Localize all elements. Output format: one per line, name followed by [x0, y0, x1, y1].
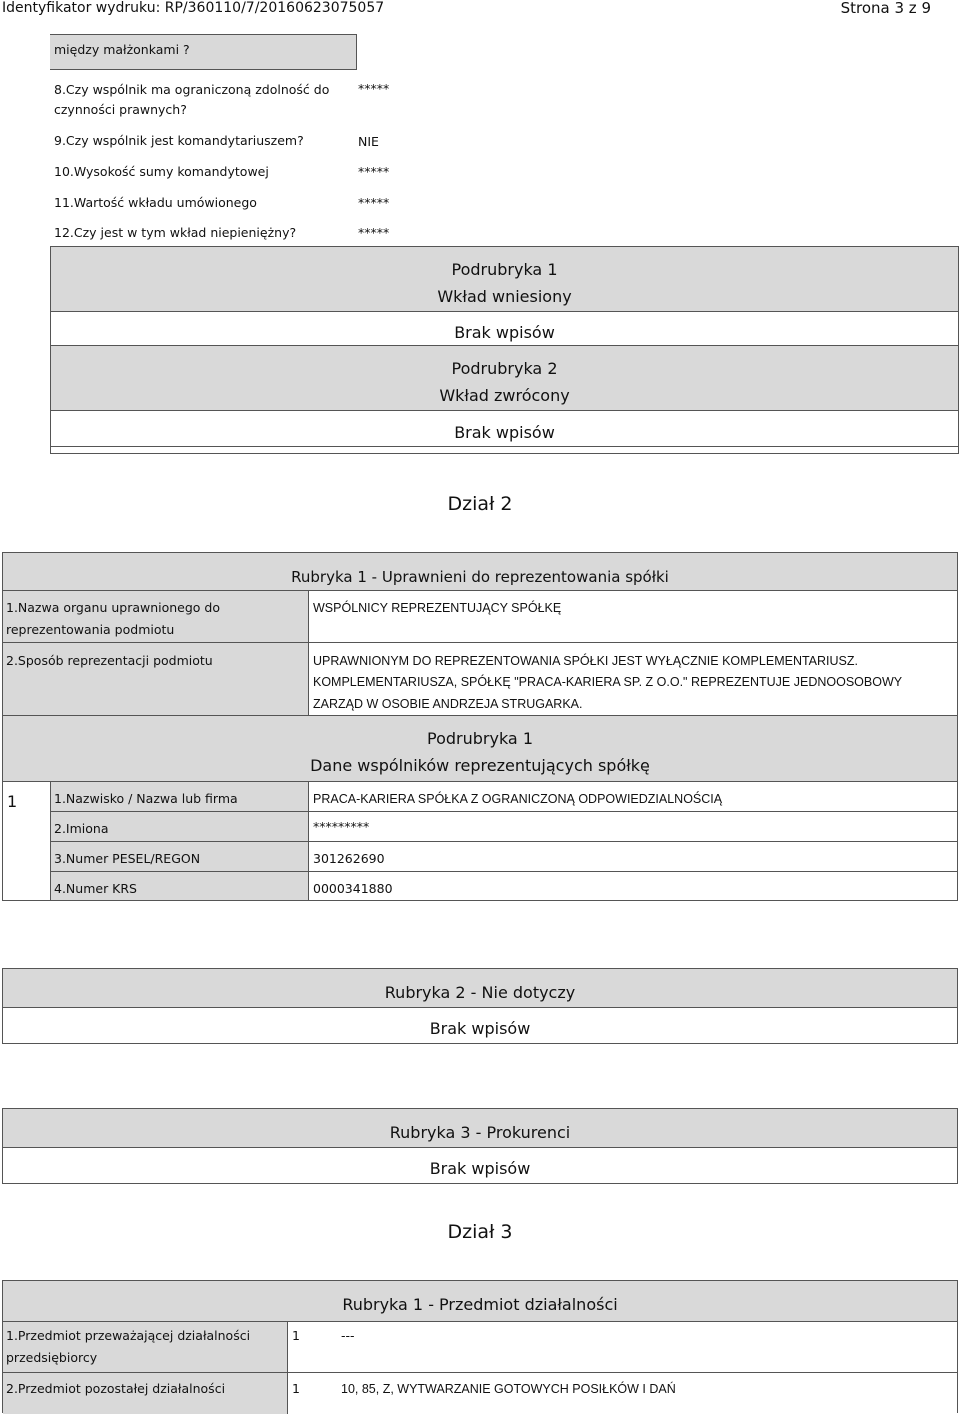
partner-field-label: 12.Czy jest w tym wkład niepieniężny? [54, 225, 297, 240]
field-label: 2.Imiona [54, 821, 109, 836]
rubryka-1-table [2, 552, 958, 901]
divider [308, 643, 309, 715]
subsection-title: Podrubryka 1 [427, 729, 533, 748]
divider [50, 34, 356, 35]
rubryka-title: Rubryka 2 - Nie dotyczy [384, 983, 576, 1002]
divider [50, 69, 356, 70]
field-label: 1.Przedmiot przeważającej działalności [6, 1328, 251, 1343]
subsection-subtitle: Wkład zwrócony [439, 386, 570, 405]
partner-field-value: NIE [358, 134, 379, 149]
field-label: 1.Nazwa organu uprawnionego do [6, 600, 221, 615]
subsection-subtitle: Wkład wniesiony [437, 287, 572, 306]
partner-field-label: 11.Wartość wkładu umówionego [54, 195, 257, 210]
partner-field-label: 9.Czy wspólnik jest komandytariuszem? [54, 133, 304, 148]
subsection-title: Podrubryka 1 [451, 260, 558, 279]
subsection-header [51, 247, 958, 311]
rubryka-header [3, 969, 957, 1007]
rubryka-header [3, 553, 957, 590]
field-value: UPRAWNIONYM DO REPREZENTOWANIA SPÓŁKI JEST WYŁĄCZNIE KOMPLEMENTARIUSZ. [313, 654, 858, 668]
divider [51, 410, 958, 411]
divider [51, 811, 957, 812]
field-label: 4.Numer KRS [54, 881, 137, 896]
field-label: 3.Numer PESEL/REGON [54, 851, 201, 866]
rubryka-2-table [2, 968, 958, 1044]
partner-field-value: ***** [358, 195, 390, 210]
field-value: KOMPLEMENTARIUSZA, SPÓŁKĘ "PRACA-KARIERA SP. Z O.O." REPREZENTUJE JEDNOOSOBOWY [313, 675, 903, 689]
partner-field-label: czynności prawnych? [54, 102, 187, 117]
field-value: 10, 85, Z, WYTWARZANIE GOTOWYCH POSIŁKÓW I DAŃ [341, 1382, 676, 1396]
subsection-group [50, 246, 959, 454]
section-title-dzial-2: Dział 2 [447, 493, 513, 515]
field-label: reprezentowania podmiotu [6, 622, 175, 637]
divider [51, 446, 958, 447]
divider [3, 1007, 957, 1008]
section-title-dzial-3: Dział 3 [447, 1221, 513, 1243]
empty-entries-text: Brak wpisów [429, 1019, 531, 1038]
field-value: ********* [313, 819, 370, 834]
partner-field-label: 8.Czy wspólnik ma ograniczoną zdolność do [54, 82, 330, 97]
divider [3, 1147, 957, 1148]
subsection-header [3, 716, 957, 781]
field-label: 2.Sposób reprezentacji podmiotu [6, 653, 213, 668]
subsection-subtitle: Dane wspólników reprezentujących spółkę [310, 756, 650, 775]
field-value: PRACA-KARIERA SPÓŁKA Z OGRANICZONĄ ODPOWIEDZIALNOŚCIĄ [313, 792, 723, 806]
rubryka-header [3, 1109, 957, 1147]
partner-field-label: między małżonkami ? [54, 42, 190, 57]
subsection-title: Podrubryka 2 [451, 359, 558, 378]
partner-field-value: ***** [358, 81, 390, 96]
partner-field-value: ***** [358, 225, 390, 240]
field-label: przedsiębiorcy [6, 1350, 98, 1365]
divider [51, 841, 957, 842]
field-label: 2.Przedmiot pozostałej działalności [6, 1381, 226, 1396]
divider [3, 1372, 957, 1373]
rubryka-3-table [2, 1108, 958, 1184]
page-number: Strona 3 z 9 [840, 0, 931, 17]
entry-index: 1 [292, 1328, 300, 1343]
dzial-3-rubryka-1-table [2, 1280, 958, 1413]
rubryka-title: Rubryka 1 - Uprawnieni do reprezentowania spółki [291, 568, 669, 586]
empty-entries-text: Brak wpisów [454, 423, 555, 442]
field-value: --- [341, 1328, 355, 1343]
divider [51, 311, 958, 312]
empty-entries-text: Brak wpisów [454, 323, 555, 342]
partner-field-label: 10.Wysokość sumy komandytowej [54, 164, 269, 179]
partner-field-value: ***** [358, 164, 390, 179]
subsection-header [51, 346, 958, 410]
field-value: ZARZĄD W OSOBIE ANDRZEJA STRUGARKA. [313, 697, 583, 711]
divider [287, 1322, 288, 1414]
field-label: 1.Nazwisko / Nazwa lub firma [54, 791, 238, 806]
rubryka-title: Rubryka 1 - Przedmiot działalności [342, 1295, 618, 1314]
entry-index: 1 [292, 1381, 300, 1396]
print-identifier: Identyfikator wydruku: RP/360110/7/20160623075057 [2, 0, 385, 16]
divider [308, 591, 309, 642]
field-value: WSPÓLNICY REPREZENTUJĄCY SPÓŁKĘ [313, 601, 562, 615]
divider [356, 34, 357, 70]
divider [51, 871, 957, 872]
empty-entries-text: Brak wpisów [429, 1159, 531, 1178]
rubryka-header [3, 1281, 957, 1321]
field-value: 0000341880 [313, 881, 393, 896]
rubryka-title: Rubryka 3 - Prokurenci [389, 1123, 571, 1142]
entry-index: 1 [7, 792, 18, 811]
field-value: 301262690 [313, 851, 385, 866]
